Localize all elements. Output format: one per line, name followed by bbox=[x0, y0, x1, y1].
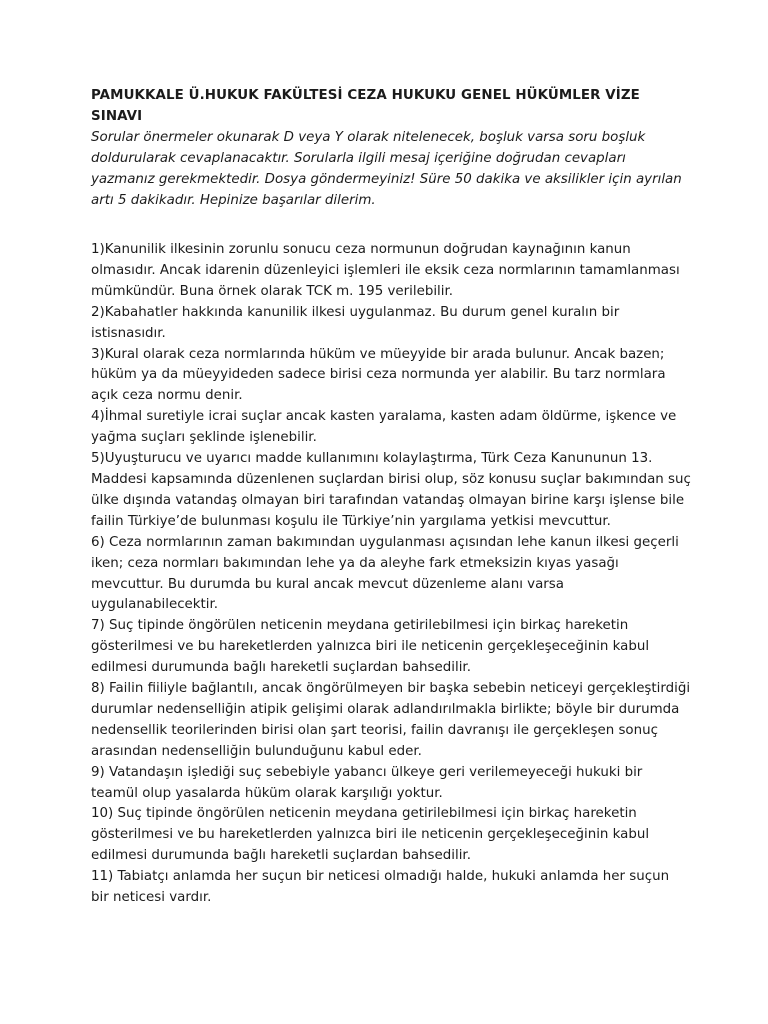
question-item: 5)Uyuşturucu ve uyarıcı madde kullanımını kolaylaştırma, Türk Ceza Kanununun 13. Maddesi kapsamında düzenlenen suçlardan birisi olup, söz konusu suçlar bakımından suç ülke dışında vatandaş olmayan biri tarafından vatandaş olmayan birine karşı işlense bile failin Türkiye’de bulunması koşulu ile Türkiye’nin yargılama yetkisi mevcuttur. bbox=[91, 451, 691, 529]
question-item: 1)Kanunilik ilkesinin zorunlu sonucu ceza normunun doğrudan kaynağının kanun olmasıdır. Ancak idarenin düzenleyici işlemleri ile eksik ceza normlarının tamamlanması mümkündür. Buna örnek olarak TCK m. 195 verilebilir. bbox=[91, 242, 680, 299]
exam-instructions: Sorular önermeler okunarak D veya Y olarak nitelenecek, boşluk varsa soru boşluk doldurularak cevaplanacaktır. Sorularla ilgili mesaj içeriğine doğrudan cevapları yazmanız gerekmektedir. Dosya göndermeyiniz! Süre 50 dakika ve aksilikler için ayrılan artı 5 dakikadır. Hepinize başarılar dilerim. bbox=[91, 130, 682, 208]
question-item: 4)İhmal suretiyle icrai suçlar ancak kasten yaralama, kasten adam öldürme, işkence ve yağma suçları şeklinde işlenebilir. bbox=[91, 409, 677, 446]
exam-document bbox=[91, 85, 691, 909]
question-item: 11) Tabiatçı anlamda her suçun bir neticesi olmadığı halde, hukuki anlamda her suçun bir neticesi vardır. bbox=[91, 869, 670, 906]
question-list bbox=[91, 240, 691, 909]
question-item: 9) Vatandaşın işlediği suç sebebiyle yabancı ülkeye geri verilemeyeceği hukuki bir teamül olup yasalarda hüküm olarak karşılığı yoktur. bbox=[91, 764, 643, 801]
question-item: 7) Suç tipinde öngörülen neticenin meydana getirilebilmesi için birkaç hareketin gösterilmesi ve bu hareketlerden yalnızca biri ile neticenin gerçekleşeceğinin kabul edilmesi durumunda bağlı hareketli suçlardan bahsedilir. bbox=[91, 618, 650, 676]
question-item: 3)Kural olarak ceza normlarında hüküm ve müeyyide bir arada bulunur. Ancak bazen; hüküm ya da müeyyideden sadece birisi ceza normunda yer alabilir. Bu tarz normlara açık ceza normu denir. bbox=[91, 346, 666, 404]
question-item: 6) Ceza normlarının zaman bakımından uygulanması açısından lehe kanun ilkesi geçerli iken; ceza normları bakımından lehe ya da aleyhe fark etmeksizin kıyas yasağı mevcuttur. Bu durumda bu kural ancak mevcut düzenleme alanı varsa uygulanabilecektir. bbox=[91, 534, 679, 613]
question-item: 10) Suç tipinde öngörülen neticenin meydana getirilebilmesi için birkaç hareketin gösterilmesi ve bu hareketlerden yalnızca biri ile neticenin gerçekleşeceğinin kabul edilmesi durumunda bağlı hareketli suçlardan bahsedilir. bbox=[91, 806, 650, 864]
exam-title: PAMUKKALE Ü.HUKUK FAKÜLTESİ CEZA HUKUKU GENEL HÜKÜMLER VİZE SINAVI bbox=[91, 88, 640, 124]
question-item: 2)Kabahatler hakkında kanunilik ilkesi uygulanmaz. Bu durum genel kuralın bir istisnasıdır. bbox=[91, 304, 620, 341]
question-item: 8) Failin fiiliyle bağlantılı, ancak öngörülmeyen bir başka sebebin neticeyi gerçekleştirdiği durumlar nedenselliğin atipik gelişimi olarak adlandırılmakla birlikte; böyle bir durumda nedensellik teorilerinden birisi olan şart teorisi, failin davranışı ile gerçekleşen sonuç arasından nedenselliğin bulunduğunu kabul eder. bbox=[91, 681, 691, 759]
